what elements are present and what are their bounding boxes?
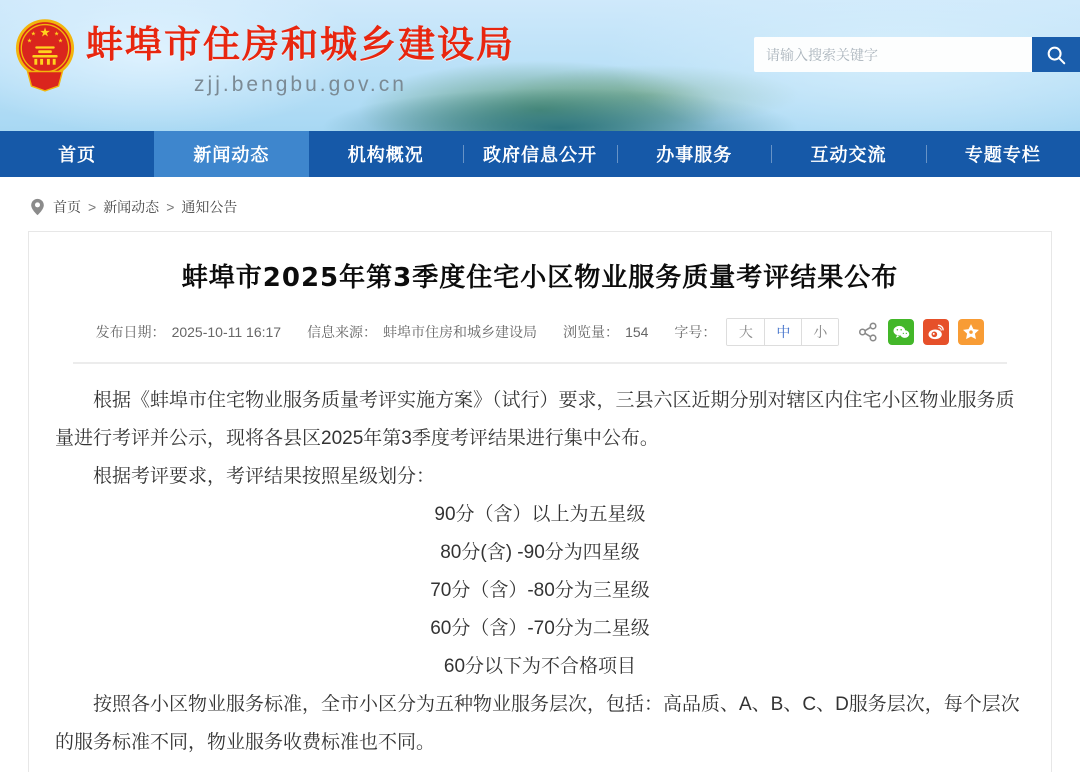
wechat-icon [891,322,911,342]
weibo-icon [926,322,946,342]
favorite-button[interactable] [958,319,984,345]
site-titles [86,18,515,97]
star-level-line: 60分以下为不合格项目 [443,655,637,677]
svg-text:★: ★ [26,38,33,45]
site-header [0,0,1080,131]
nav-item-organization[interactable]: 机构概况 [347,145,424,165]
star-favorite-icon [961,322,981,342]
article-body [51,368,1029,762]
views-value: 154 [625,323,649,340]
font-size-small-button[interactable]: 小 [801,319,838,345]
article-container [28,231,1052,772]
site-logo-block[interactable] [14,18,515,97]
search-button[interactable] [1032,37,1080,72]
nav-item-interaction[interactable]: 互动交流 [771,131,925,177]
search-icon [1045,44,1067,66]
site-url: zjj.bengbu.gov.cn [194,72,407,96]
font-size-group [726,318,839,346]
svg-text:★: ★ [57,38,64,45]
svg-text:★: ★ [39,25,51,40]
breadcrumb [0,177,1080,229]
star-level-line: 90分（含）以上为五星级 [434,503,646,525]
breadcrumb-home[interactable]: 首页 [53,199,81,215]
article-paragraph: 根据考评要求，考评结果按照星级划分： [93,465,436,487]
font-size-large-button[interactable]: 大 [727,319,764,345]
article-paragraph: 根据《蚌埠市住宅物业服务质量考评实施方案》（试行）要求，三县六区近期分别对辖区内住宅小区物业服务质量进行考评并公示，现将各县区2025年第3季度考评结果进行集中公布。 [55,389,1015,449]
nav-item-special-topics[interactable]: 专题专栏 [926,131,1080,177]
main-nav [0,131,1080,177]
breadcrumb-news[interactable]: 新闻动态 [103,199,160,215]
star-level-line: 70分（含）-80分为三星级 [430,579,650,601]
svg-text:★: ★ [54,31,60,38]
star-level-line: 80分(含) -90分为四星级 [440,541,640,563]
site-name: 蚌埠市住房和城乡建设局 [86,23,515,66]
search-box [754,37,1080,72]
nav-item-home[interactable]: 首页 [58,145,97,165]
search-input[interactable] [754,37,1032,72]
svg-text:★: ★ [30,31,36,38]
source-value: 蚌埠市住房和城乡建设局 [383,323,538,340]
nav-item-news[interactable]: 新闻动态 [154,131,308,177]
location-pin-icon [30,198,45,216]
meta-divider [73,362,1007,364]
publish-date-value: 2025-10-11 16:17 [171,323,282,340]
share-icon[interactable] [857,321,879,343]
font-size-medium-button[interactable]: 中 [764,319,801,345]
breadcrumb-separator: > [88,199,97,215]
national-emblem-icon [14,18,76,94]
breadcrumb-separator: > [166,199,175,215]
star-level-line: 60分（含）-70分为二星级 [430,617,650,639]
share-icons [857,319,984,345]
article-paragraph: 按照各小区物业服务标准，全市小区分为五种物业服务层次，包括：高品质、A、B、C、D服务层次，每个层次的服务标准不同，物业服务收费标准也不同。 [55,693,1020,753]
source-label: 信息来源： [307,323,378,340]
nav-item-services[interactable]: 办事服务 [617,131,771,177]
weibo-share-button[interactable] [923,319,949,345]
views-label: 浏览量： [563,323,620,340]
breadcrumb-notices[interactable]: 通知公告 [181,199,238,215]
publish-date-label: 发布日期： [95,323,166,340]
nav-item-gov-info[interactable]: 政府信息公开 [463,131,617,177]
wechat-share-button[interactable] [888,319,914,345]
article-meta-row [51,318,1029,346]
font-size-label: 字号： [674,323,717,340]
article-title: 蚌埠市2025年第3季度住宅小区物业服务质量考评结果公布 [181,263,899,293]
